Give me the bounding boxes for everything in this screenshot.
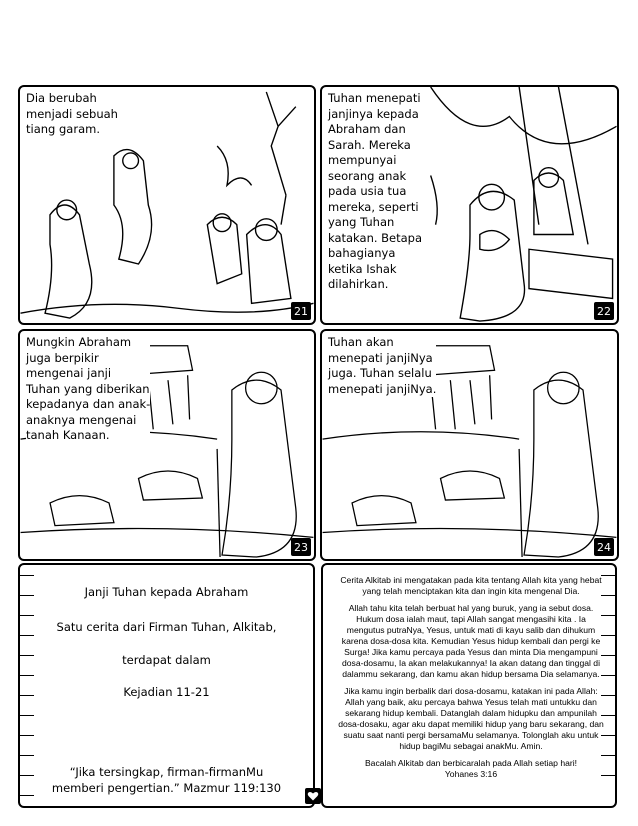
scripture-reference: Yohanes 3:16 [444,769,498,779]
border-stripe [20,675,34,676]
panel-caption: Dia berubah menjadi sebuah tiang garam. [26,91,118,136]
title-panel [18,563,315,808]
book-subtitle: Satu cerita dari Firman Tuhan, Alkitab, [56,620,277,634]
border-stripe [20,635,34,636]
panel-caption: Mungkin Abraham juga berpikir mengenai janji Tuhan yang diberikan kepadanya dan anak- anaknya mengenai tanah Kanaan. [26,335,151,442]
quote-line-1: “Jika tersingkap, firman-firmanMu [69,765,264,779]
message-paragraph: Bacalah Alkitab dan berbicaralah pada Allah setiap hari! [364,758,578,768]
border-stripe [20,735,34,736]
comic-panel-23 [18,329,316,561]
comic-panel-21 [18,85,316,325]
quote-line-2: memberi pengertian.” Mazmur 119:130 [51,781,282,795]
border-stripe [20,575,34,576]
page-number: 24 [594,538,614,556]
message-paragraph: Cerita Alkitab ini mengatakan pada kita tentang Allah kita yang hebat yang telah menciptakan kita dan ingin kita mengenal Dia. [340,575,602,596]
message-paragraph: Allah tahu kita telah berbuat hal yang buruk, yang ia sebut dosa. Hukum dosa ialah maut, tapi Allah sangat mengasihi kita . Ia mengutus putraNya, Yesus, untuk mati di kayu salib dan dihukum karena dosa-dosa kita. Kemudian Yesus hidup kembali dan pergi ke Surga! Jika kamu percaya pada Yesus dan minta Dia mengampuni dosa-dosamu, Ia akan melakukannya! Ia akan datang dan tinggal di dalammu sekarang, dan kamu akan hidup bersama Dia selamanya. [341,603,601,679]
comic-panel-22 [320,85,619,325]
page-number: 22 [594,302,614,320]
heart-icon [305,788,321,804]
message-paragraph: Jika kamu ingin berbalik dari dosa-dosamu, katakan ini pada Allah: Allah yang baik, aku percaya bahwa Yesus telah mati untukku dan sekarang hidup kembali. Datanglah dalam hidupku dan ampunilah dosa-dosaku, agar aku dapat memiliki hidup yang baru sekarang, dan suatu saat nanti pergi bersamaMu selamanya. Tolonglah aku untuk hidup bagiMu sebagai anakMu. Amin. [338,686,604,751]
border-stripe [20,615,34,616]
gospel-message [337,575,605,780]
border-stripe [20,795,34,796]
back-message-panel [321,563,617,808]
book-title: Janji Tuhan kepada Abraham [84,585,249,599]
border-stripe [20,715,34,716]
found-in-label: terdapat dalam [122,653,211,667]
comic-panel-24 [320,329,619,561]
page-number: 21 [291,302,311,320]
panel-caption: Tuhan menepati janjinya kepada Abraham dan Sarah. Mereka mempunyai seorang anak pada usia tua mereka, seperti yang Tuhan katakan. Betapa bahagianya ketika Ishak dilahirkan. [328,91,423,291]
panel-caption: Tuhan akan menepati janjiNya juga. Tuhan selalu menepati janjiNya. [328,335,437,396]
scripture-reference: Kejadian 11-21 [123,685,210,699]
border-stripe [20,755,34,756]
page-number: 23 [291,538,311,556]
